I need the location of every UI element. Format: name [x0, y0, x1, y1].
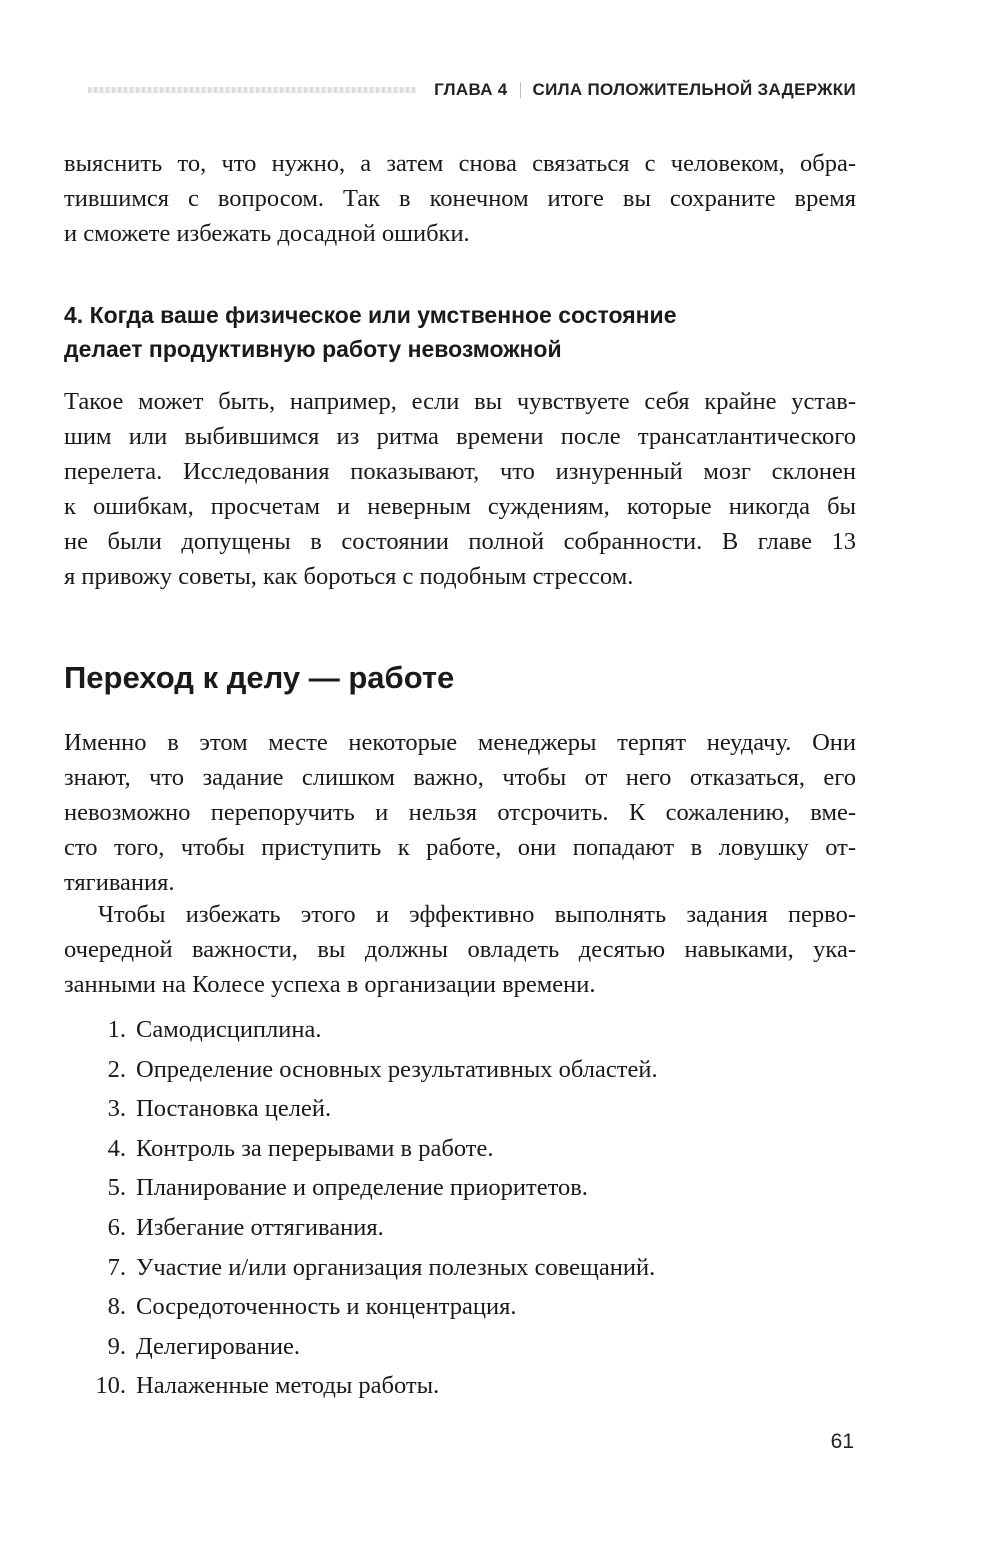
- list-item: [64, 1329, 856, 1369]
- list-item-text: Сосредоточенность и концентрация.: [136, 1293, 517, 1321]
- list-item-number: 8.: [107, 1293, 126, 1321]
- list-item: [64, 1210, 856, 1250]
- list-item-text: Самодисциплина.: [136, 1016, 322, 1043]
- running-head-chapter: ГЛАВА 4: [434, 80, 508, 99]
- list-item: [64, 1091, 856, 1131]
- list-item-number: 9.: [107, 1332, 126, 1360]
- paragraph-managers: [64, 725, 856, 900]
- subheading-line: делает продуктивную работу невозможной: [64, 336, 562, 362]
- subheading-line: 4. Когда ваше физическое или умственное состояние: [64, 302, 677, 328]
- list-item-text: Делегирование.: [136, 1332, 300, 1360]
- running-head-separator: [520, 82, 521, 98]
- list-item: [64, 1368, 856, 1408]
- paragraph-line: невозможно перепоручить и нельзя отсрочить. К сожалению, вме-: [64, 799, 856, 826]
- paragraph-line: я привожу советы, как бороться с подобным стрессом.: [64, 563, 634, 590]
- list-item-number: 7.: [107, 1253, 126, 1281]
- list-item-text: Участие и/или организация полезных совещаний.: [136, 1253, 656, 1281]
- running-head: [88, 76, 856, 104]
- paragraph-physical-state: [64, 384, 856, 594]
- list-item-text: Определение основных результативных областей.: [136, 1055, 658, 1083]
- paragraph-line: перелета. Исследования показывают, что изнуренный мозг склонен: [64, 458, 856, 485]
- list-item-text: Постановка целей.: [136, 1095, 332, 1123]
- list-item-number: 6.: [107, 1213, 126, 1241]
- paragraph-line: Чтобы избежать этого и эффективно выполнять задания перво-: [98, 901, 856, 928]
- paragraph-line: Такое может быть, например, если вы чувствуете себя крайне устав-: [64, 388, 856, 415]
- subheading-point-4: [64, 298, 856, 366]
- section-heading: Переход к делу — работе: [64, 660, 455, 695]
- list-item-number: 4.: [107, 1134, 126, 1162]
- list-item: [64, 1289, 856, 1329]
- running-head-title: СИЛА ПОЛОЖИТЕЛЬНОЙ ЗАДЕРЖКИ: [532, 80, 856, 99]
- list-item-number: 2.: [107, 1055, 126, 1083]
- paragraph-line: тягивания.: [64, 869, 175, 896]
- paragraph-line: к ошибкам, просчетам и неверным суждениям, которые никогда бы: [64, 493, 856, 520]
- paragraph-skills-intro: [64, 897, 856, 1002]
- paragraph-line: и сможете избежать досадной ошибки.: [64, 220, 470, 247]
- skills-list: [64, 1012, 856, 1408]
- running-head-rule: [88, 87, 416, 93]
- paragraph-line: шим или выбившимся из ритма времени после трансатлантического: [64, 423, 856, 450]
- list-item-number: 1.: [107, 1016, 126, 1043]
- paragraph-line: не были допущены в состоянии полной собранности. В главе 13: [64, 528, 856, 555]
- list-item: [64, 1052, 856, 1092]
- list-item-number: 5.: [107, 1174, 126, 1202]
- paragraph-line: Именно в этом месте некоторые менеджеры терпят неудачу. Они: [64, 729, 856, 756]
- paragraph-line: занными на Колесе успеха в организации времени.: [64, 971, 596, 998]
- list-item: [64, 1131, 856, 1171]
- paragraph-line: знают, что задание слишком важно, чтобы от него отказаться, его: [64, 764, 856, 791]
- page-number: 61: [830, 1430, 854, 1453]
- list-item-text: Налаженные методы работы.: [136, 1372, 440, 1400]
- list-item-text: Планирование и определение приоритетов.: [136, 1174, 588, 1202]
- list-item: [64, 1170, 856, 1210]
- list-item: [64, 1250, 856, 1290]
- list-item-number: 3.: [107, 1095, 126, 1123]
- paragraph-line: очередной важности, вы должны овладеть десятью навыками, ука-: [64, 936, 856, 963]
- list-item-text: Избегание оттягивания.: [136, 1213, 384, 1241]
- paragraph-line: сто того, чтобы приступить к работе, они попадают в ловушку от-: [64, 834, 856, 861]
- list-item-number: 10.: [95, 1372, 126, 1400]
- paragraph-line: тившимся с вопросом. Так в конечном итоге вы сохраните время: [64, 185, 856, 212]
- paragraph-line: выяснить то, что нужно, а затем снова связаться с человеком, обра-: [64, 150, 856, 177]
- list-item-text: Контроль за перерывами в работе.: [136, 1134, 494, 1162]
- list-item: [64, 1012, 856, 1052]
- paragraph-continuation: [64, 146, 856, 251]
